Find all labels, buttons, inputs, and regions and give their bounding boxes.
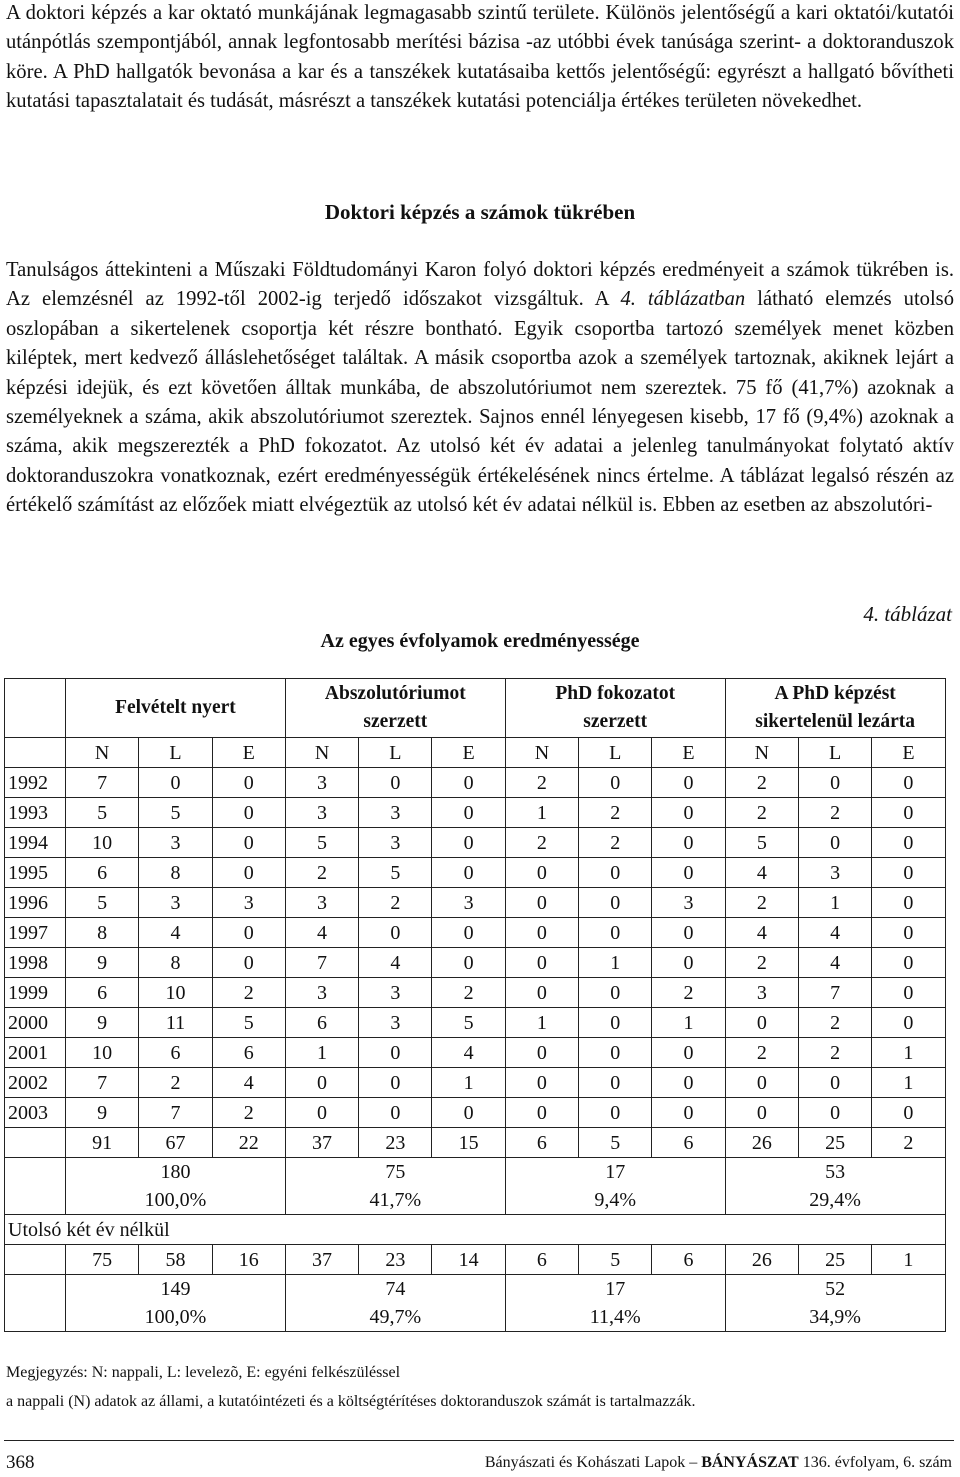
year-cell: 1994 xyxy=(5,828,66,858)
group-header-line: sikertelenül lezárta xyxy=(755,711,915,732)
sub-header: E xyxy=(652,738,725,768)
value-cell: 0 xyxy=(212,918,285,948)
value-cell: 2 xyxy=(725,1038,798,1068)
year-cell: 2002 xyxy=(5,1068,66,1098)
group-header-line: Felvételt nyert xyxy=(115,697,236,718)
year-cell: 1995 xyxy=(5,858,66,888)
value-cell: 3 xyxy=(285,798,358,828)
value-cell: 6 xyxy=(212,1038,285,1068)
table-row xyxy=(5,888,946,918)
total-cell: 37 xyxy=(285,1128,358,1158)
body-text-part2: látható elemzés utolsó oszlopában a sikertelenek csoportja két részre bontható. Egyik csoportba tartozó személyek menet közben kiléptek, mert kedvező álláslehetőséget találtak. A másik csoportba azok a személyek tartoznak, akiknek lejárt a képzési idejük, és ezt követően álltak munkába, de abszolutóriumot nem szereztek. 75 fő (41,7%) azoknak a személyeknek a száma, akik abszolutóriumot szereztek. Sajnos ennél lényegesen kisebb, 17 fő (9,4%) azoknak a száma, akik megszerezték a PhD fokozatot. Az utolsó két év adatai a jelenleg tanulmányokat folytató aktív doktoranduszokra vonatkoznak, ezért eredményességük értékelésének nincs értelme. A táblázat legalsó részén az értékelő számítást az előzőek miatt elvégeztük az utolsó két év adatai nélkül is. Ebben az esetben az abszolutóri- xyxy=(6,288,954,517)
value-cell: 0 xyxy=(432,858,505,888)
value-cell: 7 xyxy=(66,768,139,798)
group-total-sum: 53 xyxy=(825,1161,846,1183)
total-cell: 5 xyxy=(579,1245,652,1275)
table-number: 4. táblázat xyxy=(863,602,952,626)
group-total-sum: 52 xyxy=(825,1278,846,1300)
value-cell: 7 xyxy=(139,1098,212,1128)
sub-header: E xyxy=(872,738,945,768)
group-total xyxy=(66,1275,286,1332)
value-cell: 3 xyxy=(285,768,358,798)
value-cell: 3 xyxy=(139,888,212,918)
value-cell: 4 xyxy=(798,918,871,948)
value-cell: 10 xyxy=(66,828,139,858)
value-cell: 0 xyxy=(652,948,725,978)
value-cell: 0 xyxy=(579,768,652,798)
sub-header: L xyxy=(359,738,432,768)
value-cell: 0 xyxy=(359,1098,432,1128)
group-header-line: szerzett xyxy=(363,711,428,732)
page-number: 368 xyxy=(6,1452,35,1473)
value-cell: 0 xyxy=(579,858,652,888)
value-cell: 0 xyxy=(652,918,725,948)
value-cell: 2 xyxy=(432,978,505,1008)
value-cell: 2 xyxy=(725,948,798,978)
note-explanation: a nappali (N) adatok az állami, a kutatóintézeti és a költségtérítéses doktoranduszok számát is tartalmazzák. xyxy=(6,1393,696,1410)
value-cell: 8 xyxy=(139,858,212,888)
value-cell: 4 xyxy=(285,918,358,948)
total-cell: 25 xyxy=(798,1245,871,1275)
year-cell: 1996 xyxy=(5,888,66,918)
value-cell: 5 xyxy=(139,798,212,828)
totals-row xyxy=(5,1128,946,1158)
group-total-percent: 11,4% xyxy=(589,1306,641,1328)
value-cell: 5 xyxy=(359,858,432,888)
value-cell: 0 xyxy=(872,948,945,978)
value-cell: 0 xyxy=(798,768,871,798)
results-table-body xyxy=(5,679,946,1332)
value-cell: 0 xyxy=(579,888,652,918)
value-cell: 0 xyxy=(505,858,578,888)
value-cell: 3 xyxy=(725,978,798,1008)
year-cell: 2000 xyxy=(5,1008,66,1038)
year-cell: 1993 xyxy=(5,798,66,828)
group-header-line: szerzett xyxy=(583,711,648,732)
value-cell: 4 xyxy=(725,858,798,888)
total-cell: 6 xyxy=(652,1245,725,1275)
value-cell: 2 xyxy=(725,888,798,918)
value-cell: 0 xyxy=(359,1068,432,1098)
value-cell: 5 xyxy=(432,1008,505,1038)
table-row xyxy=(5,1068,946,1098)
group-total-sum: 17 xyxy=(605,1278,626,1300)
value-cell: 0 xyxy=(432,828,505,858)
value-cell: 0 xyxy=(432,1098,505,1128)
table-row xyxy=(5,828,946,858)
group-total-sum: 149 xyxy=(160,1278,191,1300)
value-cell: 2 xyxy=(725,798,798,828)
group-total-sum: 17 xyxy=(605,1161,626,1183)
value-cell: 0 xyxy=(872,828,945,858)
group-total xyxy=(505,1275,725,1332)
value-cell: 7 xyxy=(66,1068,139,1098)
subset-totals-row xyxy=(5,1245,946,1275)
year-cell: 2001 xyxy=(5,1038,66,1068)
total-cell: 26 xyxy=(725,1245,798,1275)
value-cell: 1 xyxy=(798,888,871,918)
value-cell: 3 xyxy=(359,978,432,1008)
table-row xyxy=(5,1038,946,1068)
total-cell: 75 xyxy=(66,1245,139,1275)
group-total-percent: 100,0% xyxy=(144,1189,207,1211)
section-heading: Doktori képzés a számok tükrében xyxy=(324,200,636,224)
footer-divider xyxy=(4,1440,954,1441)
journal-prefix: Bányászati és Kohászati Lapok – xyxy=(484,1454,702,1471)
value-cell: 6 xyxy=(66,978,139,1008)
table-row xyxy=(5,858,946,888)
sub-header: N xyxy=(505,738,578,768)
value-cell: 0 xyxy=(139,768,212,798)
value-cell: 0 xyxy=(872,768,945,798)
intro-paragraph: A doktori képzés a kar oktató munkájának legmagasabb szintű területe. Különös jelentőségű a kari oktatói/kutatói utánpótlás szempontjából, annak legfontosabb merítési bázisa -az utóbbi évek tanúsága szerint- a doktoranduszok köre. A PhD hallgatók bevonása a kar és a tanszékek kutatásaiba kettős jelentőségű: egyrészt a hallgató bővítheti kutatási tapasztalatait és tudását, másrészt a tanszékek kutatási potenciálja értékes területen növekedhet. xyxy=(6,2,954,113)
sub-header: N xyxy=(725,738,798,768)
value-cell: 0 xyxy=(579,1008,652,1038)
value-cell: 5 xyxy=(285,828,358,858)
table-row xyxy=(5,1008,946,1038)
total-cell: 26 xyxy=(725,1128,798,1158)
group-header xyxy=(285,679,505,738)
value-cell: 2 xyxy=(139,1068,212,1098)
value-cell: 2 xyxy=(212,978,285,1008)
value-cell: 0 xyxy=(432,918,505,948)
value-cell: 0 xyxy=(505,1068,578,1098)
total-cell: 23 xyxy=(359,1128,432,1158)
group-total-sum: 180 xyxy=(160,1161,191,1183)
value-cell: 8 xyxy=(139,948,212,978)
value-cell: 3 xyxy=(798,858,871,888)
value-cell: 3 xyxy=(359,828,432,858)
value-cell: 5 xyxy=(725,828,798,858)
sub-header: N xyxy=(285,738,358,768)
sub-header: N xyxy=(66,738,139,768)
value-cell: 1 xyxy=(505,1008,578,1038)
value-cell: 4 xyxy=(212,1068,285,1098)
value-cell: 2 xyxy=(285,858,358,888)
value-cell: 0 xyxy=(432,768,505,798)
year-cell: 1992 xyxy=(5,768,66,798)
group-header-line: Abszolutóriumot xyxy=(324,683,466,704)
value-cell: 4 xyxy=(139,918,212,948)
table-row xyxy=(5,948,946,978)
value-cell: 4 xyxy=(359,948,432,978)
year-cell: 1997 xyxy=(5,918,66,948)
total-cell: 5 xyxy=(579,1128,652,1158)
value-cell: 5 xyxy=(66,798,139,828)
value-cell: 2 xyxy=(798,798,871,828)
total-cell: 58 xyxy=(139,1245,212,1275)
value-cell: 0 xyxy=(505,1038,578,1068)
group-totals-row xyxy=(5,1158,946,1215)
body-paragraph xyxy=(6,256,954,521)
value-cell: 0 xyxy=(359,1038,432,1068)
sub-header: L xyxy=(579,738,652,768)
group-header xyxy=(505,679,725,738)
value-cell: 2 xyxy=(212,1098,285,1128)
total-cell: 23 xyxy=(359,1245,432,1275)
value-cell: 0 xyxy=(872,888,945,918)
value-cell: 0 xyxy=(872,1098,945,1128)
value-cell: 0 xyxy=(212,948,285,978)
value-cell: 0 xyxy=(212,828,285,858)
sub-header-row xyxy=(5,738,946,768)
value-cell: 1 xyxy=(285,1038,358,1068)
value-cell: 0 xyxy=(652,1098,725,1128)
value-cell: 0 xyxy=(872,978,945,1008)
value-cell: 0 xyxy=(652,798,725,828)
group-total-percent: 49,7% xyxy=(369,1306,422,1328)
group-total-percent: 34,9% xyxy=(809,1306,861,1328)
value-cell: 0 xyxy=(212,858,285,888)
value-cell: 9 xyxy=(66,1008,139,1038)
value-cell: 9 xyxy=(66,948,139,978)
group-total xyxy=(725,1158,945,1215)
value-cell: 5 xyxy=(66,888,139,918)
value-cell: 1 xyxy=(652,1008,725,1038)
value-cell: 0 xyxy=(725,1068,798,1098)
value-cell: 3 xyxy=(359,1008,432,1038)
value-cell: 2 xyxy=(725,768,798,798)
value-cell: 0 xyxy=(872,1008,945,1038)
body-text-part1: Tanulságos áttekinteni a Műszaki Földtudományi Karon folyó doktori képzés eredményeit a számok tükrében is. Az elemzésnél az 1992-től 2002-ig terjedő időszakot vizsgáltuk. A xyxy=(6,259,954,311)
table-row xyxy=(5,978,946,1008)
value-cell: 2 xyxy=(798,1038,871,1068)
total-cell: 14 xyxy=(432,1245,505,1275)
group-total xyxy=(285,1158,505,1215)
total-cell: 25 xyxy=(798,1128,871,1158)
total-cell: 16 xyxy=(212,1245,285,1275)
group-total-sum: 75 xyxy=(385,1161,406,1183)
value-cell: 1 xyxy=(505,798,578,828)
value-cell: 10 xyxy=(139,978,212,1008)
value-cell: 0 xyxy=(432,948,505,978)
total-cell: 6 xyxy=(652,1128,725,1158)
journal-issue: 136. évfolyam, 6. szám xyxy=(798,1454,952,1471)
group-total xyxy=(725,1275,945,1332)
sub-header: L xyxy=(139,738,212,768)
year-cell: 1999 xyxy=(5,978,66,1008)
note-legend: Megjegyzés: N: nappali, L: levelezõ, E: egyéni felkészüléssel xyxy=(6,1364,401,1381)
journal-title: BÁNYÁSZAT xyxy=(701,1454,799,1471)
value-cell: 7 xyxy=(798,978,871,1008)
value-cell: 0 xyxy=(505,918,578,948)
group-total-percent: 29,4% xyxy=(809,1189,861,1211)
subset-label-row xyxy=(5,1215,946,1245)
value-cell: 3 xyxy=(285,978,358,1008)
total-cell: 22 xyxy=(212,1128,285,1158)
value-cell: 1 xyxy=(872,1038,945,1068)
value-cell: 0 xyxy=(579,978,652,1008)
group-header xyxy=(725,679,945,738)
value-cell: 1 xyxy=(579,948,652,978)
sub-header: E xyxy=(432,738,505,768)
value-cell: 3 xyxy=(285,888,358,918)
group-header-line: PhD fokozatot xyxy=(555,683,676,704)
total-cell: 67 xyxy=(139,1128,212,1158)
value-cell: 0 xyxy=(798,1098,871,1128)
value-cell: 3 xyxy=(139,828,212,858)
total-cell: 91 xyxy=(66,1128,139,1158)
group-total-percent: 9,4% xyxy=(594,1189,637,1211)
year-cell: 1998 xyxy=(5,948,66,978)
value-cell: 2 xyxy=(652,978,725,1008)
value-cell: 2 xyxy=(359,888,432,918)
value-cell: 7 xyxy=(285,948,358,978)
group-total-sum: 74 xyxy=(385,1278,406,1300)
table-reference: 4. táblázatban xyxy=(620,288,746,311)
value-cell: 0 xyxy=(579,1068,652,1098)
value-cell: 0 xyxy=(212,798,285,828)
group-header-line: A PhD képzést xyxy=(774,683,896,704)
total-cell: 37 xyxy=(285,1245,358,1275)
value-cell: 11 xyxy=(139,1008,212,1038)
value-cell: 0 xyxy=(505,978,578,1008)
table-row xyxy=(5,918,946,948)
table-row xyxy=(5,798,946,828)
results-table xyxy=(4,678,946,1332)
value-cell: 8 xyxy=(66,918,139,948)
value-cell: 0 xyxy=(505,888,578,918)
value-cell: 2 xyxy=(579,828,652,858)
total-cell: 15 xyxy=(432,1128,505,1158)
value-cell: 0 xyxy=(652,768,725,798)
group-total-percent: 100,0% xyxy=(144,1306,207,1328)
table-row xyxy=(5,1098,946,1128)
value-cell: 0 xyxy=(579,918,652,948)
value-cell: 3 xyxy=(432,888,505,918)
total-cell: 1 xyxy=(872,1245,945,1275)
group-total xyxy=(505,1158,725,1215)
value-cell: 0 xyxy=(285,1098,358,1128)
group-header-row xyxy=(5,679,946,738)
value-cell: 2 xyxy=(505,828,578,858)
value-cell: 0 xyxy=(432,798,505,828)
table-title: Az egyes évfolyamok eredményessége xyxy=(320,630,640,652)
value-cell: 0 xyxy=(652,1068,725,1098)
group-total xyxy=(285,1275,505,1332)
value-cell: 0 xyxy=(725,1008,798,1038)
value-cell: 3 xyxy=(359,798,432,828)
value-cell: 0 xyxy=(872,918,945,948)
value-cell: 0 xyxy=(579,1098,652,1128)
value-cell: 9 xyxy=(66,1098,139,1128)
value-cell: 0 xyxy=(285,1068,358,1098)
total-cell: 6 xyxy=(505,1128,578,1158)
value-cell: 0 xyxy=(505,1098,578,1128)
value-cell: 6 xyxy=(139,1038,212,1068)
value-cell: 2 xyxy=(798,1008,871,1038)
value-cell: 0 xyxy=(652,1038,725,1068)
value-cell: 4 xyxy=(798,948,871,978)
value-cell: 2 xyxy=(505,768,578,798)
value-cell: 4 xyxy=(725,918,798,948)
value-cell: 1 xyxy=(872,1068,945,1098)
year-cell: 2003 xyxy=(5,1098,66,1128)
empty-cell xyxy=(5,1275,66,1332)
value-cell: 10 xyxy=(66,1038,139,1068)
value-cell: 5 xyxy=(212,1008,285,1038)
value-cell: 0 xyxy=(579,1038,652,1068)
corner-cell xyxy=(5,679,66,738)
corner-cell xyxy=(5,738,66,768)
journal-citation xyxy=(485,1454,952,1472)
value-cell: 0 xyxy=(212,768,285,798)
value-cell: 0 xyxy=(872,858,945,888)
value-cell: 3 xyxy=(652,888,725,918)
value-cell: 0 xyxy=(359,768,432,798)
empty-cell xyxy=(5,1245,66,1275)
subset-label: Utolsó két év nélkül xyxy=(5,1215,946,1245)
value-cell: 0 xyxy=(798,828,871,858)
value-cell: 0 xyxy=(872,798,945,828)
value-cell: 0 xyxy=(798,1068,871,1098)
empty-cell xyxy=(5,1128,66,1158)
value-cell: 6 xyxy=(66,858,139,888)
value-cell: 0 xyxy=(359,918,432,948)
empty-cell xyxy=(5,1158,66,1215)
group-total xyxy=(66,1158,286,1215)
group-total-percent: 41,7% xyxy=(369,1189,422,1211)
group-header xyxy=(66,679,286,738)
value-cell: 4 xyxy=(432,1038,505,1068)
table-row xyxy=(5,768,946,798)
subset-group-totals-row xyxy=(5,1275,946,1332)
value-cell: 0 xyxy=(652,858,725,888)
value-cell: 1 xyxy=(432,1068,505,1098)
value-cell: 0 xyxy=(505,948,578,978)
value-cell: 0 xyxy=(725,1098,798,1128)
sub-header: L xyxy=(798,738,871,768)
value-cell: 2 xyxy=(579,798,652,828)
sub-header: E xyxy=(212,738,285,768)
value-cell: 0 xyxy=(652,828,725,858)
total-cell: 6 xyxy=(505,1245,578,1275)
total-cell: 2 xyxy=(872,1128,945,1158)
value-cell: 3 xyxy=(212,888,285,918)
value-cell: 6 xyxy=(285,1008,358,1038)
